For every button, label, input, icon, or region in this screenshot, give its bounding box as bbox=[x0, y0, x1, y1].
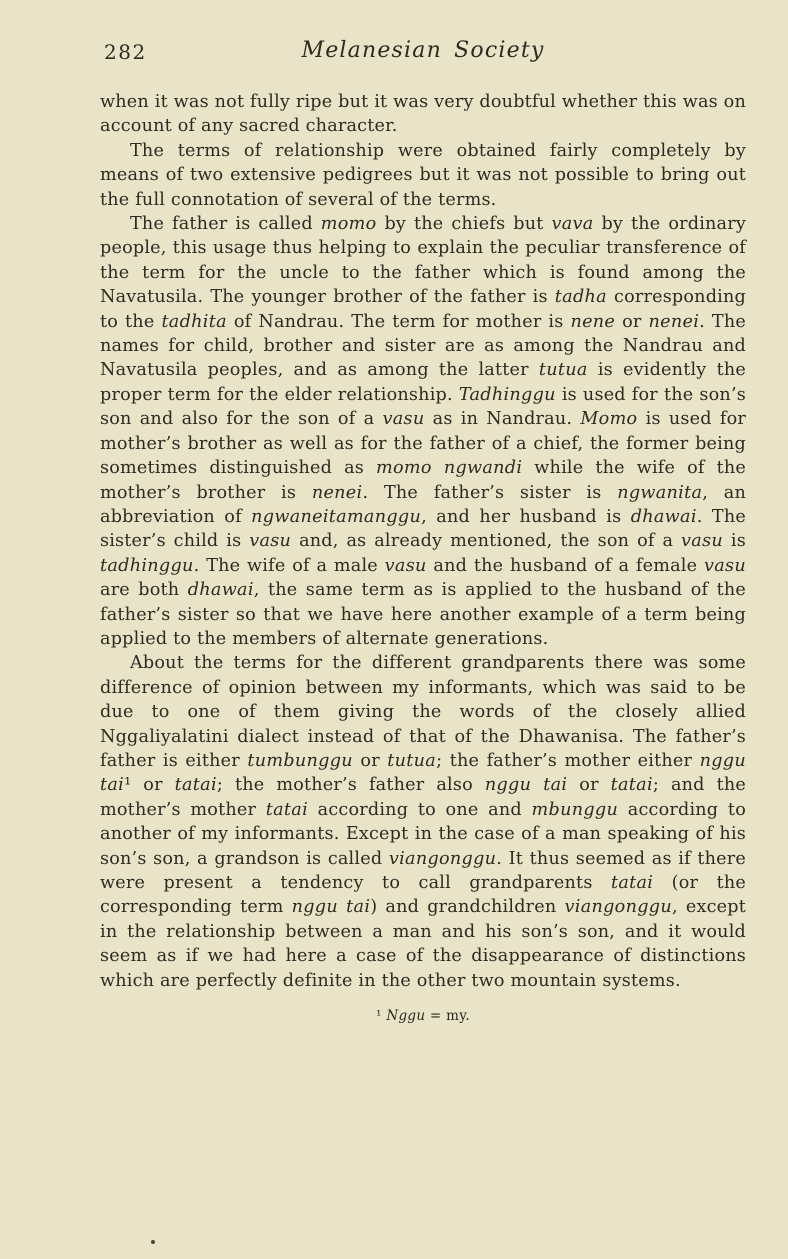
running-title: Melanesian Society bbox=[301, 38, 545, 63]
paragraph: The terms of relationship were obtained fairly completely by means of two extensive pedigrees but it was not possible to bring out the full connotation of several of the terms. bbox=[100, 140, 746, 210]
paragraph: when it was not fully ripe but it was very doubtful whether this was on account of any sacred character. bbox=[100, 92, 746, 137]
scan-artifact-dot bbox=[151, 1240, 155, 1244]
page-header bbox=[100, 38, 746, 68]
page-number: 282 bbox=[104, 40, 147, 64]
page-body bbox=[100, 90, 746, 993]
paragraph: About the terms for the different grandparents there was some difference of opinion between my informants, which was said to be due to one of them giving the words of the closely allied Nggaliyalatini dialect instead of that of the Dhawanisa. The father’s father is either tumbunggu or tutua; the father’s mother either nggu tai¹ or tatai; the mother’s father also nggu tai or tatai; and the mother’s mother tatai according to one and mbunggu according to another of my informants. Except in the case of a man speaking of his son’s son, a grandson is called viangonggu. It thus seemed as if there were present a tendency to call grandparents tatai (or the corresponding term nggu tai) and grandchildren viangonggu, except in the relationship between a man and his son’s son, and it would seem as if we had here a case of the disappearance of distinctions which are perfectly definite in the other two mountain systems. bbox=[100, 653, 746, 991]
footnote: ¹ Nggu = my. bbox=[376, 1008, 470, 1025]
paragraph: The father is called momo by the chiefs but vava by the ordinary people, this usage thus helping to explain the peculiar transference of the term for the uncle to the father which is found among the Navatusila. The younger brother of the father is tadha corresponding to the tadhita of Nandrau. The term for mother is nene or nenei. The names for child, brother and sister are as among the Nandrau and Navatusila peoples, and as among the latter tutua is evidently the proper term for the elder relationship. Tadhinggu is used for the son’s son and also for the son of a vasu as in Nandrau. Momo is used for mother’s brother as well as for the father of a chief, the former being sometimes distinguished as momo ngwandi while the wife of the mother’s brother is nenei. The father’s sister is ngwanita, an abbreviation of ngwaneitamanggu, and her husband is dhawai. The sister’s child is vasu and, as already mentioned, the son of a vasu is tadhinggu. The wife of a male vasu and the husband of a female vasu are both dhawai, the same term as is applied to the husband of the father’s sister so that we have here another example of a term being applied to the members of alternate generations. bbox=[100, 214, 746, 649]
